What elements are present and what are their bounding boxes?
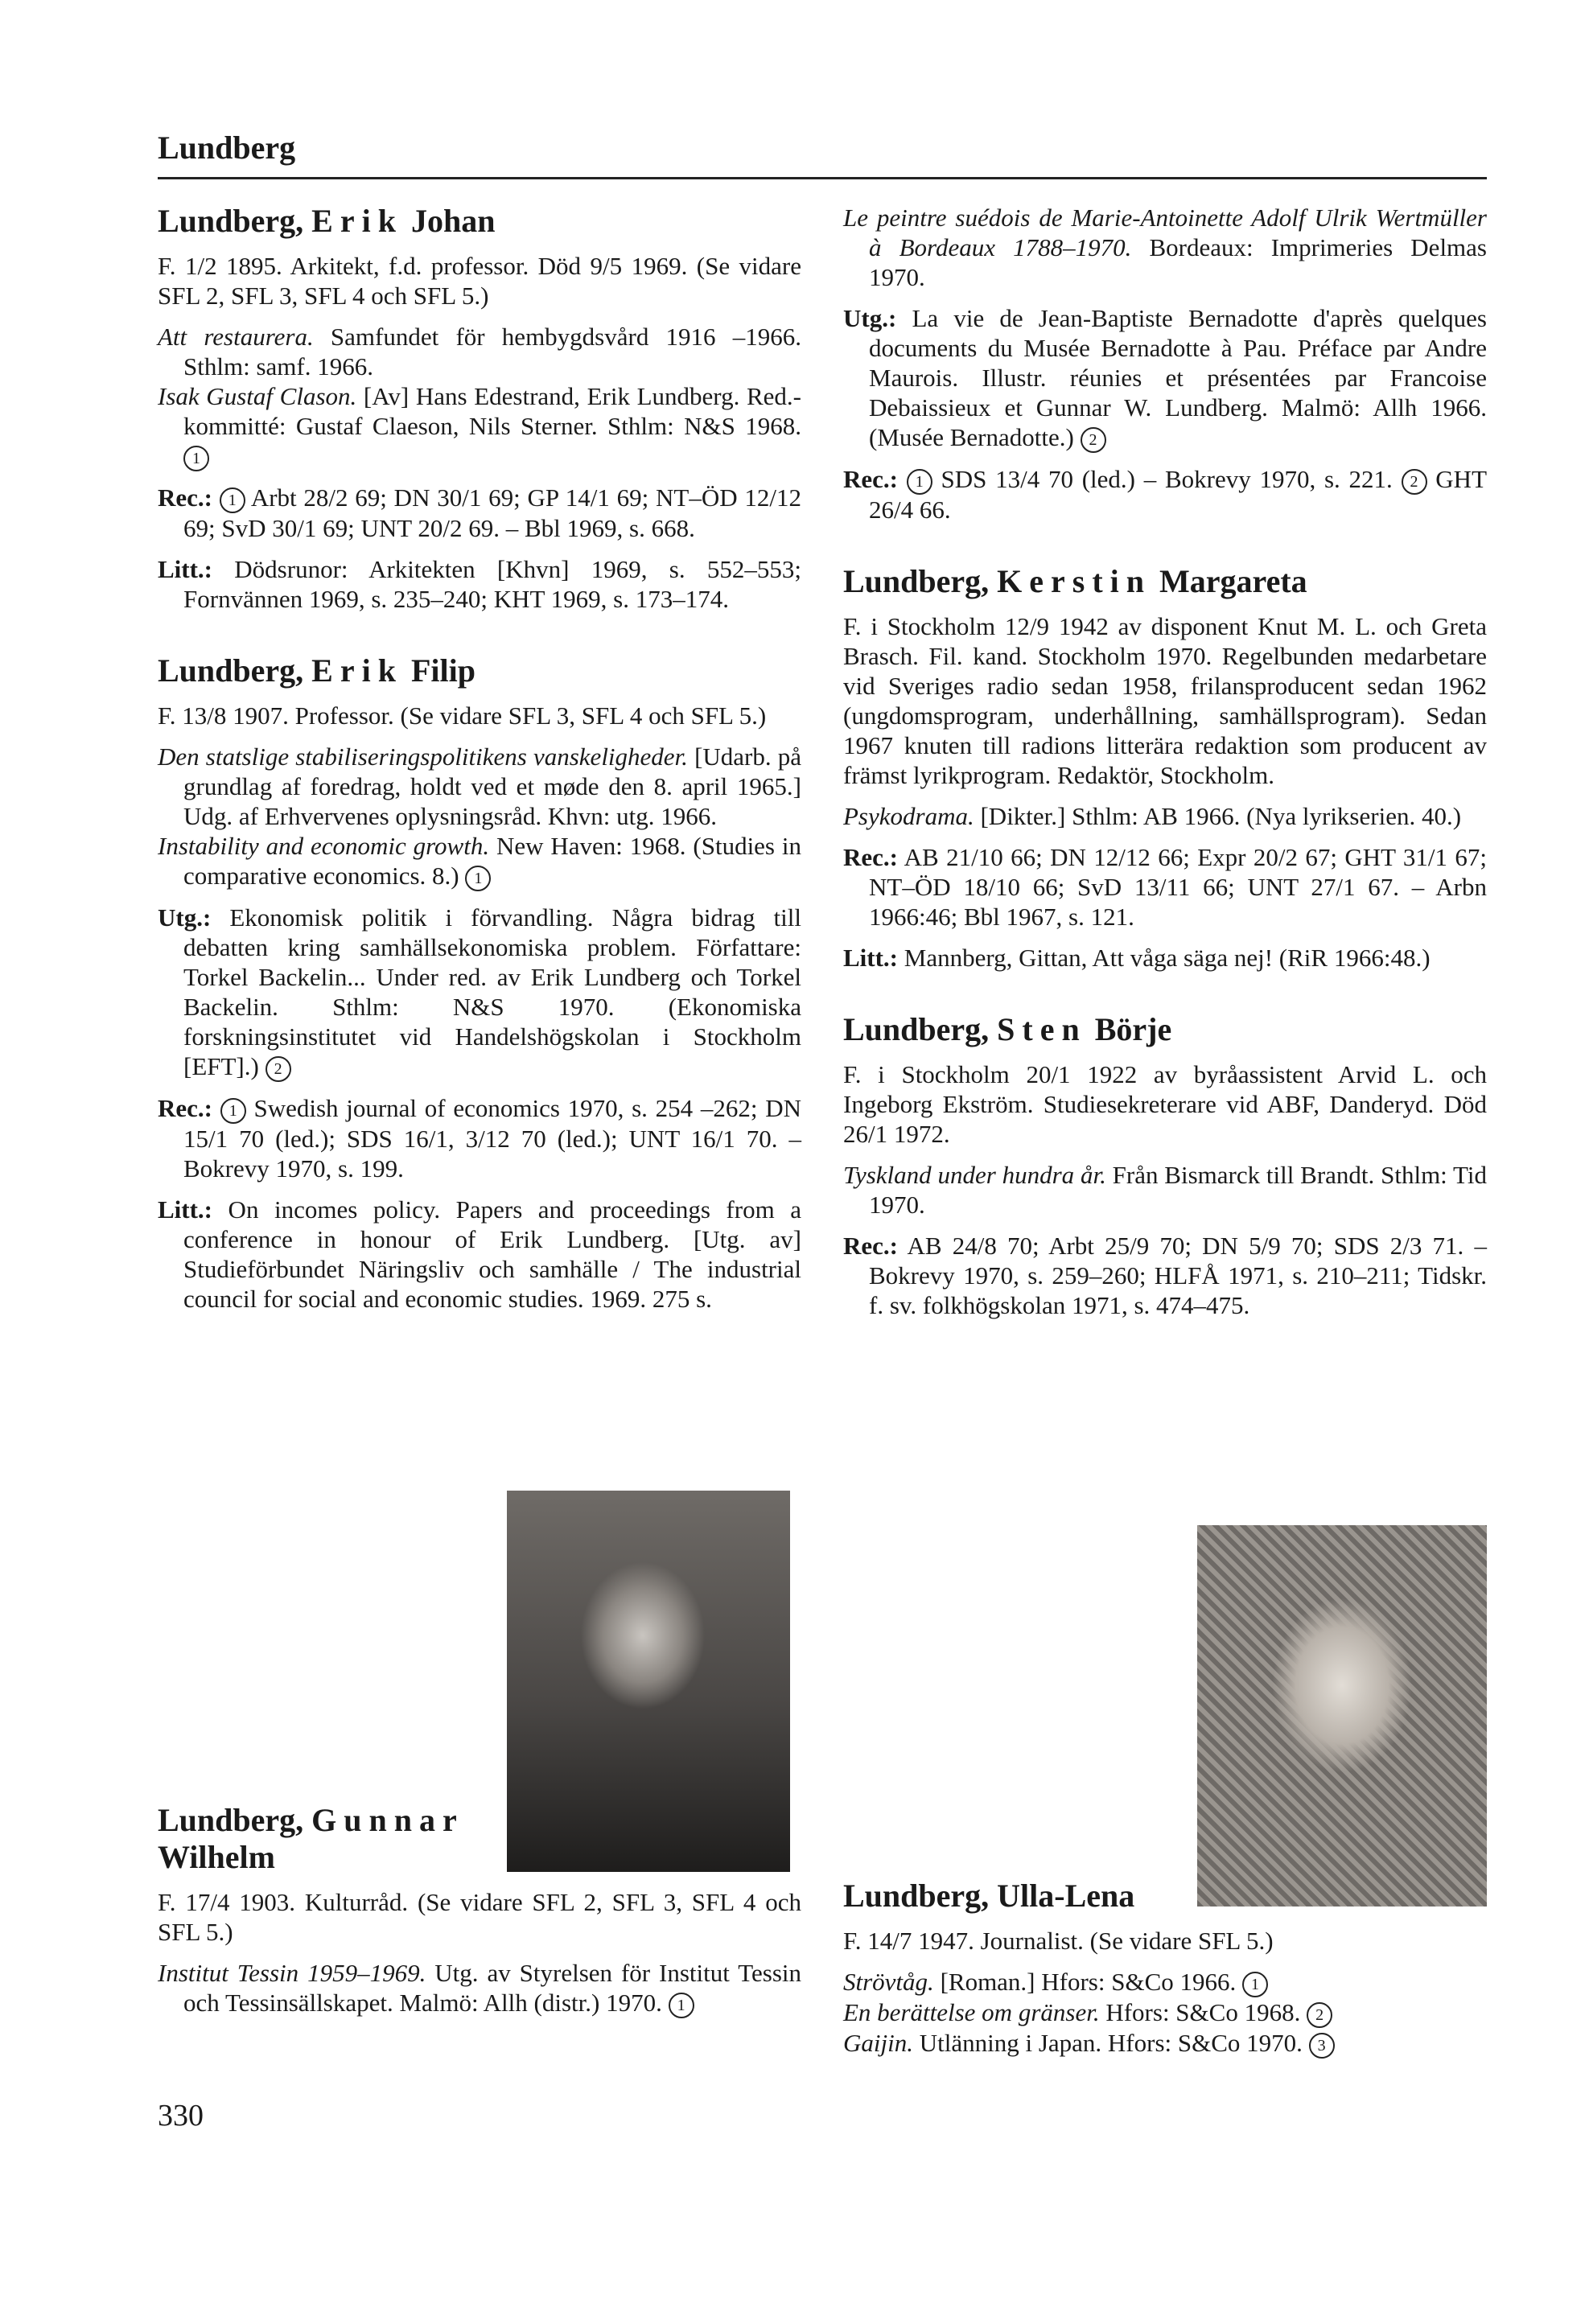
entry-given-name: Erik [311, 203, 403, 239]
entry-erik-filip [158, 652, 801, 1314]
reviews-text: AB 21/10 66; DN 12/12 66; Expr 20/2 67; GHT 31/1 67; NT–ÖD 18/10 66; SvD 13/11 66; UNT 27/1 67. – Arbn 1966:46; Bbl 1967, s. 121. [869, 843, 1487, 931]
work-title: Psykodrama. [843, 802, 974, 830]
entry-bio: F. i Stockholm 12/9 1942 av disponent Knut M. L. och Greta Brasch. Fil. kand. Stockholm 1970. Regelbunden medarbetare vid Sveriges radio sedan 1958, frilansproducent sedan 1962 (ungdomsprogram, underhållning, samhällsprogram). Sedan 1967 knuten till radions litterära redaktion som producent av främst lyrikprogram. Redaktör, Stockholm. [843, 612, 1487, 789]
work-title: Gaijin. [843, 2029, 913, 2057]
work-item [158, 381, 801, 471]
work-title: Instability and economic growth. [158, 832, 490, 860]
page-number: 330 [158, 2099, 204, 2133]
entry-bio: F. 1/2 1895. Arkitekt, f.d. professor. Död 9/5 1969. (Se vidare SFL 2, SFL 3, SFL 4 och SFL 5.) [158, 252, 801, 310]
work-item [158, 322, 801, 381]
entry-gunnar-wilhelm [158, 1802, 801, 2018]
work-title: Att restaurera. [158, 323, 314, 351]
work-details: Samfundet för hembygdsvård 1916 –1966. Sthlm: samf. 1966. [183, 323, 801, 380]
right-column [843, 203, 1487, 1347]
circled-number-marker: 1 [465, 866, 491, 891]
literature [158, 554, 801, 614]
circled-number-marker: 1 [220, 487, 245, 513]
entry-ulla-lena [843, 1878, 1487, 2059]
work-details: New Haven: 1968. (Studies in comparative economics. 8.) [183, 832, 801, 890]
works-list [158, 322, 801, 471]
work-item [843, 1967, 1487, 1997]
circled-number-marker: 2 [1081, 427, 1106, 453]
work-item [843, 1160, 1487, 1220]
reviews-text: Swedish journal of economics 1970, s. 254 –262; DN 15/1 70 (led.); SDS 16/1, 3/12 70 (led.); UNT 16/1 70. – Bokrevy 1970, s. 199. [183, 1094, 801, 1183]
entry-heading: Lundberg, Ulla-Lena [843, 1878, 1135, 1914]
work-details: [Dikter.] Sthlm: AB 1966. (Nya lyrikserien. 40.) [974, 802, 1462, 830]
circled-number-marker: 2 [1402, 469, 1427, 495]
entry-given-name-rest: Börje [1086, 1011, 1172, 1047]
entry-surname: Lundberg, [158, 1802, 312, 1838]
reviews [843, 1231, 1487, 1320]
work-details: [Roman.] Hfors: S&Co 1966. [933, 1968, 1242, 1996]
entry-heading [158, 1802, 496, 1876]
reviews [843, 464, 1487, 524]
editor-text: Ekonomisk politik i förvandling. Några bidrag till debatten kring samhällsekonomiska problem. Författare: Torkel Backelin... Under red. av Erik Lundberg och Torkel Backelin. Sthlm: N&S 1970. (Ekonomiska forskningsinstitutet vid Handelshögskolan i Stockholm [EFT].) [183, 903, 801, 1080]
entry-given-name-rest: Johan [402, 203, 496, 239]
circled-number-marker: 3 [1309, 2033, 1335, 2059]
entry-given-name: Gunnar [311, 1802, 464, 1838]
entry-given-name-rest: Wilhelm [158, 1839, 275, 1875]
circled-number-marker: 1 [183, 446, 209, 471]
work-title: En berättelse om gränser. [843, 1998, 1100, 2026]
circled-number-marker: 1 [220, 1098, 246, 1124]
work-details: [Av] Hans Edestrand, Erik Lundberg. Red.-kommitté: Gustaf Claeson, Nils Sterner. Sthlm: N&S 1968. [183, 382, 801, 440]
entry-heading [843, 1011, 1487, 1048]
literature-text: On incomes policy. Papers and proceedings from a conference in honour of Erik Lundberg. [Utg. av] Studieförbundet Näringsliv och samhälle / The industrial council for social and economic studies. 1969. 275 s. [183, 1195, 801, 1313]
circled-number-marker: 2 [1307, 2002, 1332, 2028]
entry-sten-borje [843, 1011, 1487, 1320]
editor-text: La vie de Jean-Baptiste Bernadotte d'après quelques documents du Musée Bernadotte à Pau. Préface par Andre Maurois. Illustr. réunies et présentées par Francoise Debaissieux et Gunnar W. Lundberg. Malmö: Allh 1966. (Musée Bernadotte.) [869, 304, 1487, 451]
entry-heading [158, 652, 801, 689]
work-title: Tyskland under hundra år. [843, 1161, 1106, 1189]
entry-given-name: Sten [997, 1011, 1087, 1047]
work-title: Strövtåg. [843, 1968, 934, 1996]
work-item [843, 2028, 1487, 2059]
literature [843, 943, 1487, 973]
reviews [158, 1093, 801, 1183]
running-head: Lundberg [158, 130, 296, 166]
work-details: Från Bismarck till Brandt. Sthlm: Tid 1970. [869, 1161, 1488, 1219]
circled-number-marker: 2 [266, 1056, 291, 1082]
work-item [158, 742, 801, 831]
entry-heading [843, 563, 1487, 600]
reviews-label: Rec.: [843, 465, 898, 493]
portrait-photo-ulla-lena [1197, 1525, 1487, 1907]
entry-kerstin-margareta [843, 563, 1487, 973]
work-details: Utlänning i Japan. Hfors: S&Co 1970. [912, 2029, 1309, 2057]
reviews-label: Rec.: [843, 843, 898, 871]
works-list [158, 742, 801, 891]
header-rule [158, 177, 1487, 179]
entry-bio: F. i Stockholm 20/1 1922 av byråassistent Arvid L. och Ingeborg Ekström. Studiesekreterare vid ABF, Danderyd. Död 26/1 1972. [843, 1060, 1487, 1148]
entry-surname: Lundberg, [843, 1011, 998, 1047]
literature [158, 1195, 801, 1314]
entry-given-name-rest: Margareta [1151, 563, 1307, 599]
work-details: Utg. av Styrelsen för Institut Tessin och Tessinsällskapet. Malmö: Allh (distr.) 1970. [183, 1959, 801, 2017]
reviews-label: Rec.: [843, 1232, 898, 1260]
reviews-label: Rec.: [158, 1094, 212, 1122]
reviews-label: Rec.: [158, 483, 212, 512]
work-item [158, 1958, 801, 2018]
reviews [158, 483, 801, 543]
entry-given-name-rest: Filip [402, 652, 475, 689]
left-column [158, 203, 801, 1341]
reviews-text: AB 24/8 70; Arbt 25/9 70; DN 5/9 70; SDS 2/3 71. – Bokrevy 1970, s. 259–260; HLFÅ 1971, s. 210–211; Tidskr. f. sv. folkhögskolan 1971, s. 474–475. [869, 1232, 1487, 1319]
literature-label: Litt.: [843, 944, 899, 972]
work-item [843, 203, 1487, 292]
work-title: Le peintre suédois de Marie-Antoinette Adolf Ulrik Wertmüller à Bordeaux 1788–1970. [843, 204, 1487, 261]
literature-label: Litt.: [158, 555, 213, 583]
circled-number-marker: 1 [1242, 1972, 1268, 1997]
work-title: Institut Tessin 1959–1969. [158, 1959, 426, 1987]
editor-works [158, 903, 801, 1082]
entry-erik-johan [158, 203, 801, 614]
reviews-text: SDS 13/4 70 (led.) – Bokrevy 1970, s. 221. [932, 465, 1402, 493]
work-item [843, 801, 1487, 831]
work-details: [Udarb. på grundlag af foredrag, holdt ved et møde den 8. april 1965.] Udg. af Erhvervenes oplysningsråd. Khvn: utg. 1966. [183, 742, 801, 830]
entry-heading [158, 203, 801, 240]
entry-surname: Lundberg, [158, 652, 312, 689]
editor-label: Utg.: [843, 304, 897, 332]
reviews-text: GHT 26/4 66. [869, 465, 1488, 524]
entry-continuation-gunnar [843, 203, 1487, 524]
circled-number-marker: 1 [669, 1993, 694, 2018]
entry-bio: F. 17/4 1903. Kulturråd. (Se vidare SFL 2, SFL 3, SFL 4 och SFL 5.) [158, 1888, 801, 1946]
reviews [843, 842, 1487, 932]
literature-text: Dödsrunor: Arkitekten [Khvn] 1969, s. 552–553; Fornvännen 1969, s. 235–240; KHT 1969, s. 173–174. [183, 555, 801, 613]
editor-works [843, 303, 1487, 453]
entry-surname: Lundberg, [158, 203, 312, 239]
entry-given-name: Kerstin [997, 563, 1152, 599]
entry-bio: F. 14/7 1947. Journalist. (Se vidare SFL 5.) [843, 1927, 1274, 1955]
entry-bio: F. 13/8 1907. Professor. (Se vidare SFL 3, SFL 4 och SFL 5.) [158, 701, 767, 730]
work-title: Den statslige stabiliseringspolitikens vanskeligheder. [158, 742, 688, 771]
circled-number-marker: 1 [907, 469, 932, 495]
work-item [843, 1997, 1487, 2028]
work-item [158, 831, 801, 891]
reviews-text: Arbt 28/2 69; DN 30/1 69; GP 14/1 69; NT–ÖD 12/12 69; SvD 30/1 69; UNT 20/2 69. – Bbl 1969, s. 668. [183, 483, 801, 542]
entry-surname: Lundberg, [843, 563, 998, 599]
literature-text: Mannberg, Gittan, Att våga säga nej! (RiR 1966:48.) [898, 944, 1431, 972]
editor-label: Utg.: [158, 903, 212, 932]
work-title: Isak Gustaf Clason. [158, 382, 357, 410]
work-details: Bordeaux: Imprimeries Delmas 1970. [869, 233, 1487, 291]
literature-label: Litt.: [158, 1195, 213, 1224]
work-details: Hfors: S&Co 1968. [1099, 1998, 1307, 2026]
entry-given-name: Erik [311, 652, 403, 689]
